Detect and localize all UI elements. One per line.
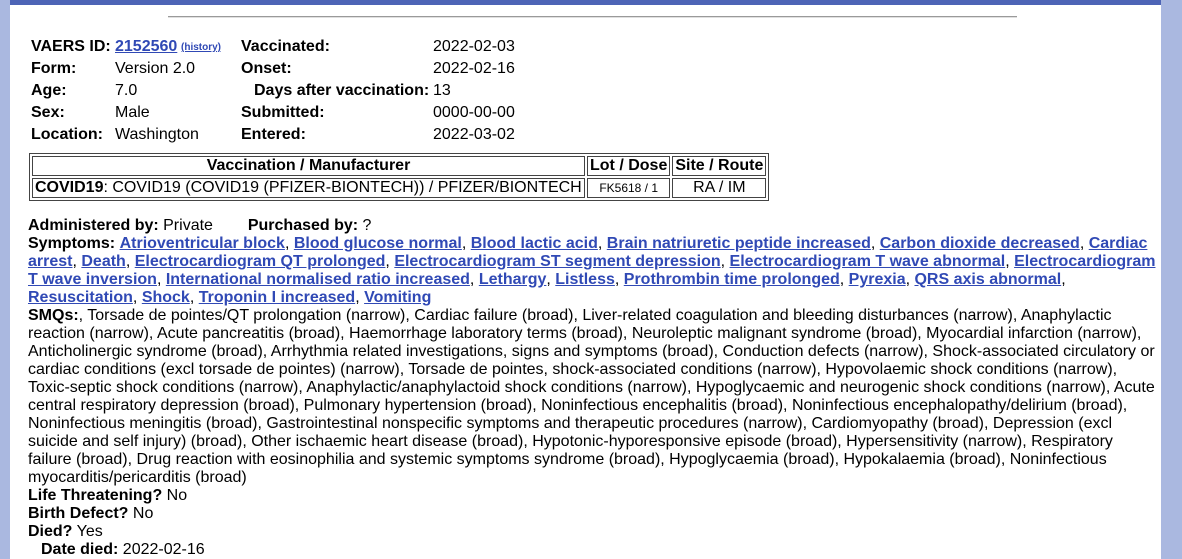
vaccination-table-header	[32, 156, 766, 176]
symptom-link[interactable]: Lethargy	[478, 271, 547, 288]
symptom-link[interactable]: Electrocardiogram QT prolonged	[134, 253, 386, 270]
died-label: Died?	[28, 523, 73, 540]
form-value: Version 2.0	[115, 60, 196, 77]
symptom-list: Atrioventricular block, Blood glucose normal, Blood lactic acid, Brain natriuretic peptide increased, Carbon dioxide decreased, Cardiac arrest, Death, Electrocardiogram QT prolonged, Electrocardiogram ST segment depression, Electrocardiogram T wave abnormal, Electrocardiogram T wave inversion, International normalised ratio increased, Lethargy, Listless, Prothrombin time prolonged, Pyrexia, QRS axis abnormal, Resuscitation, Shock, Troponin I increased, Vomiting	[28, 235, 1156, 306]
vaccine-description: : COVID19 (COVID19 (PFIZER-BIONTECH)) / PFIZER/BIONTECH	[103, 179, 582, 196]
days-after-value: 13	[433, 82, 451, 99]
date-died-row	[28, 541, 1158, 559]
birth-defect-label: Birth Defect?	[28, 505, 129, 522]
header-lot-dose: Lot / Dose	[587, 156, 670, 176]
lot-dose-cell: FK5618 / 1	[587, 178, 670, 198]
symptom-link[interactable]: Shock	[141, 289, 190, 306]
vaccinated-value: 2022-02-03	[433, 38, 515, 55]
symptom-link[interactable]: Blood glucose normal	[293, 235, 462, 252]
purchased-label: Purchased by:	[247, 217, 359, 234]
vaers-id-link[interactable]: 2152560	[115, 38, 178, 55]
symptoms-section	[28, 235, 1158, 307]
symptoms-label: Symptoms:	[28, 235, 116, 252]
history-link[interactable]: (history)	[181, 42, 221, 53]
age-value: 7.0	[115, 82, 138, 99]
top-divider	[168, 16, 1017, 18]
symptom-link[interactable]: International normalised ratio increased	[165, 271, 470, 288]
symptom-link[interactable]: Blood lactic acid	[470, 235, 598, 252]
form-label: Form:	[31, 60, 77, 77]
birth-defect-value: No	[128, 505, 154, 522]
smqs-text: , Torsade de pointes/QT prolongation (narrow), Cardiac failure (broad), Liver-related coagulation and bleeding disturbances (narrow), Anaphylactic reaction (narrow), Acute pancreatitis (broad), Haemorrhage laboratory terms (broad), Neuroleptic malignant syndrome (broad), Myocardial infarction (narrow), Anticholinergic syndrome (broad), Arrhythmia related investigations, signs and symptoms (broad), Conduction defects (narrow), Shock-associated circulatory or cardiac conditions (excl torsade de pointes) (narrow), Torsade de pointes, shock-associated conditions (narrow), Hypovolaemic shock conditions (narrow), Toxic-septic shock conditions (narrow), Anaphylactic/anaphylactoid shock conditions (narrow), Hypoglycaemic and neurogenic shock conditions (narrow), Acute central respiratory depression (broad), Pulmonary hypertension (broad), Noninfectious encephalitis (broad), Noninfectious encephalopathy/delirium (broad), Noninfectious meningitis (broad), Gastrointestinal nonspecific symptoms and therapeutic procedures (narrow), Cardiomyopathy (broad), Depression (excl suicide and self injury) (broad), Other ischaemic heart disease (broad), Hypotonic-hyporesponsive episode (broad), Hypersensitivity (narrow), Respiratory failure (broad), Drug reaction with eosinophilia and systemic symptoms syndrome (broad), Hypoglycaemia (broad), Hypokalaemia (broad), Noninfectious myocarditis/pericarditis (broad)	[28, 307, 1155, 486]
report-details	[28, 217, 1158, 559]
vaers-id-label: VAERS ID:	[31, 38, 111, 55]
symptom-link[interactable]: Electrocardiogram ST segment depression	[394, 253, 721, 270]
purchased-value: ?	[358, 217, 372, 234]
life-threatening-value: No	[162, 487, 188, 504]
report-page	[10, 0, 1161, 559]
date-died-label: Date died:	[41, 541, 119, 558]
symptom-link[interactable]: Death	[81, 253, 126, 270]
symptom-link[interactable]: Listless	[555, 271, 615, 288]
days-after-label: Days after vaccination:	[254, 82, 430, 99]
symptom-link[interactable]: Pyrexia	[848, 271, 906, 288]
header-vaccination-manufacturer: Vaccination / Manufacturer	[32, 156, 585, 176]
life-threatening-label: Life Threatening?	[28, 487, 163, 504]
symptom-link[interactable]: Troponin I increased	[198, 289, 356, 306]
died-value: Yes	[72, 523, 103, 540]
submitted-label: Submitted:	[241, 104, 325, 121]
age-label: Age:	[31, 82, 67, 99]
birth-defect-row	[28, 505, 1158, 523]
vaccine-code: COVID19	[35, 179, 104, 196]
vaccine-cell	[32, 178, 585, 198]
header-site-route: Site / Route	[672, 156, 766, 176]
date-died-value: 2022-02-16	[118, 541, 205, 558]
smqs-label: SMQs:	[28, 307, 79, 324]
life-threatening-row	[28, 487, 1158, 505]
sex-label: Sex:	[31, 104, 65, 121]
symptom-link[interactable]: Prothrombin time prolonged	[623, 271, 840, 288]
onset-value: 2022-02-16	[433, 60, 515, 77]
administered-row	[28, 217, 1158, 235]
symptom-link[interactable]: Electrocardiogram T wave inversion	[28, 253, 1156, 288]
administered-label: Administered by:	[28, 217, 159, 234]
symptom-link[interactable]: Cardiac arrest	[28, 235, 1148, 270]
onset-label: Onset:	[241, 60, 292, 77]
sex-value: Male	[115, 104, 150, 121]
vaccination-table	[29, 153, 769, 201]
symptom-link[interactable]: Atrioventricular block	[119, 235, 285, 252]
symptom-link[interactable]: Electrocardiogram T wave abnormal	[729, 253, 1006, 270]
site-route-cell: RA / IM	[672, 178, 766, 198]
died-row	[28, 523, 1158, 541]
symptom-link[interactable]: Brain natriuretic peptide increased	[606, 235, 871, 252]
location-label: Location:	[31, 126, 103, 143]
entered-label: Entered:	[241, 126, 306, 143]
symptom-link[interactable]: QRS axis abnormal	[914, 271, 1062, 288]
location-value: Washington	[115, 126, 199, 143]
symptom-link[interactable]: Carbon dioxide decreased	[879, 235, 1080, 252]
submitted-value: 0000-00-00	[433, 104, 515, 121]
administered-value: Private	[158, 217, 213, 234]
table-row	[32, 178, 766, 198]
vaccinated-label: Vaccinated:	[241, 38, 330, 55]
symptom-link[interactable]: Vomiting	[364, 289, 432, 306]
entered-value: 2022-03-02	[433, 126, 515, 143]
smqs-section	[28, 307, 1158, 487]
symptom-link[interactable]: Resuscitation	[28, 289, 133, 306]
